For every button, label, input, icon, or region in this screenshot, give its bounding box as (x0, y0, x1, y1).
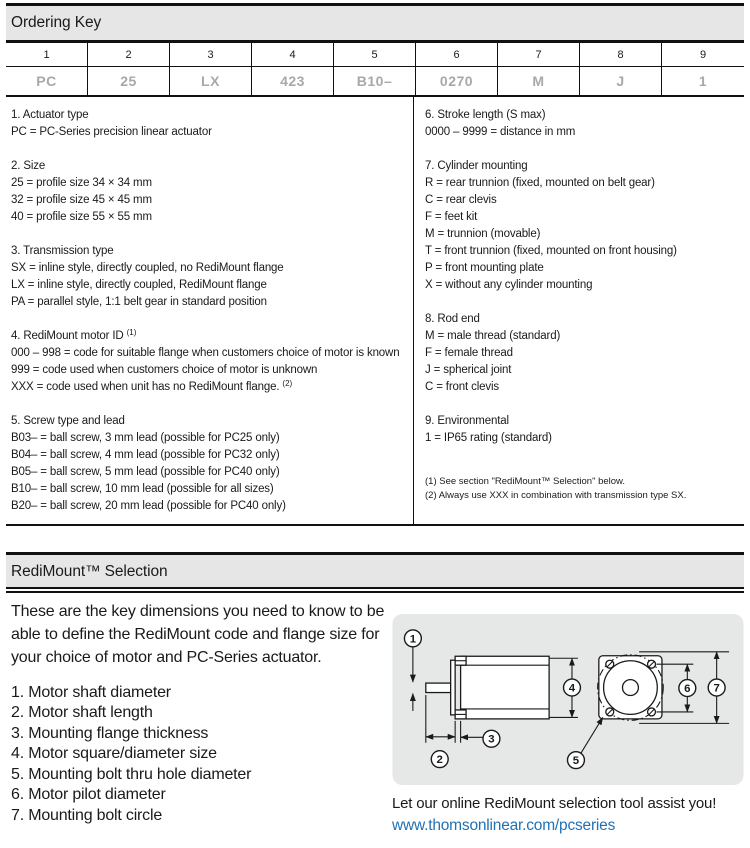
ordering-key-title: Ordering Key (11, 14, 102, 31)
footnote-marker-1: (1) (126, 328, 137, 337)
key-group-transmission-type (11, 243, 411, 311)
ordering-key-code: B10– (334, 67, 416, 95)
dimension-item: 3. Mounting flange thickness (11, 724, 209, 742)
key-line: PC = PC-Series precision linear actuator (11, 126, 212, 138)
ordering-key-position: 3 (170, 43, 252, 67)
key-line: SX = inline style, directly coupled, no RediMount flange (11, 262, 284, 274)
ordering-key-code: 1 (698, 73, 708, 89)
key-group-title-text: 4. RediMount motor ID (11, 330, 124, 342)
key-line: 000 – 998 = code for suitable flange when customers choice of motor is known (11, 347, 400, 359)
ordering-key-code: LX (170, 67, 252, 95)
key-line (11, 379, 411, 396)
dimension-item: 1. Motor shaft diameter (11, 683, 171, 701)
ordering-key-position: 1 (6, 43, 88, 67)
dimension-item: 4. Motor square/diameter size (11, 745, 217, 762)
redimount-intro: These are the key dimensions you need to know to be able to define the RediMount code and flange size for your choice of motor and PC-Series actuator. (11, 602, 385, 666)
ordering-key-table (6, 43, 744, 97)
footnotes (425, 475, 744, 503)
ordering-key-position: 5 (334, 43, 416, 67)
redimount-right-column (392, 600, 744, 835)
key-line: M = trunnion (movable) (425, 228, 541, 240)
key-line: 0000 – 9999 = distance in mm (425, 126, 576, 138)
key-line: B03– = ball screw, 3 mm lead (possible for PC25 only) (11, 432, 280, 444)
key-group-title: 7. Cylinder mounting (425, 160, 528, 172)
key-line: T = front trunnion (fixed, mounted on front housing) (425, 245, 677, 257)
ordering-key-code: 25 (88, 67, 170, 95)
key-group-title: 3. Transmission type (11, 245, 114, 257)
key-group-rod-end (425, 311, 744, 396)
footnote-marker-2: (2) (282, 379, 293, 388)
redimount-header-rule (6, 591, 744, 593)
key-line: 1 = IP65 rating (standard) (425, 432, 552, 444)
motor-diagram-svg (392, 613, 744, 786)
key-group-title: 1. Actuator type (11, 109, 89, 121)
key-line: X = without any cylinder mounting (425, 279, 593, 291)
redimount-left-column (6, 600, 392, 835)
pcseries-link[interactable]: www.thomsonlinear.com/pcseries (392, 816, 616, 834)
key-line: C = rear clevis (425, 194, 497, 206)
ordering-key-position: 8 (580, 43, 662, 67)
key-line: B20– = ball screw, 20 mm lead (possible for PC40 only) (11, 500, 286, 512)
dimension-list (11, 683, 392, 827)
svg-text:5: 5 (572, 754, 580, 767)
motor-dimension-diagram (392, 613, 744, 786)
ordering-key-code: PC (6, 67, 88, 95)
ordering-key-code: 0270 (416, 67, 498, 95)
key-line: F = feet kit (425, 211, 478, 223)
key-line: F = female thread (425, 347, 513, 359)
ordering-key-position: 6 (416, 43, 498, 67)
key-group-title (11, 328, 411, 345)
ordering-key-position: 4 (252, 43, 334, 67)
ordering-key-code: J (580, 67, 662, 95)
key-line-text: XXX = code used when unit has no RediMount flange. (11, 381, 283, 393)
key-line: M = male thread (standard) (425, 330, 561, 342)
svg-text:6: 6 (684, 682, 691, 695)
svg-text:2: 2 (436, 753, 443, 766)
footnote-2: (2) Always use XXX in combination with transmission type SX. (425, 490, 687, 501)
svg-text:7: 7 (713, 682, 720, 695)
key-group-actuator-type (11, 107, 411, 141)
ordering-key-position: 9 (662, 43, 744, 67)
dimension-item: 6. Motor pilot diameter (11, 786, 166, 803)
key-line: 32 = profile size 45 × 45 mm (11, 194, 152, 206)
dimension-item: 5. Mounting bolt thru hole diameter (11, 765, 252, 783)
key-line: J = spherical joint (425, 364, 512, 376)
redimount-section (6, 600, 744, 835)
key-line: B10– = ball screw, 10 mm lead (possible for all sizes) (11, 483, 274, 495)
ordering-key-position: 7 (498, 43, 580, 67)
key-line: C = front clevis (425, 381, 499, 393)
key-group-environmental (425, 413, 744, 447)
key-group-cylinder-mounting (425, 158, 744, 294)
shaft-front (622, 679, 638, 695)
key-group-title: 9. Environmental (425, 415, 509, 427)
key-group-title: 2. Size (11, 160, 46, 172)
key-group-size (11, 158, 411, 226)
redimount-title: RediMount™ Selection (11, 563, 168, 580)
key-line: LX = inline style, directly coupled, RediMount flange (11, 279, 267, 291)
key-line: P = front mounting plate (425, 262, 544, 274)
dimension-item: 7. Mounting bolt circle (11, 806, 163, 824)
key-line: PA = parallel style, 1:1 belt gear in standard position (11, 296, 267, 308)
key-group-redimount-motor-id (11, 328, 411, 396)
svg-text:4: 4 (568, 682, 576, 695)
key-group-title: 5. Screw type and lead (11, 415, 125, 427)
motor-front-view (598, 654, 664, 720)
ordering-key-position: 2 (88, 43, 170, 67)
key-line: B04– = ball screw, 4 mm lead (possible for PC32 only) (11, 449, 280, 461)
ordering-key-descriptions (6, 97, 744, 526)
key-descriptions-right-column (414, 97, 744, 524)
assist-text: Let our online RediMount selection tool assist you! (392, 794, 717, 812)
key-descriptions-left-column (6, 97, 414, 524)
key-group-stroke-length (425, 107, 744, 141)
motor-shaft (426, 683, 451, 692)
dimension-item: 2. Motor shaft length (11, 704, 153, 721)
key-group-screw-type (11, 413, 411, 515)
key-line: R = rear trunnion (fixed, mounted on belt gear) (425, 177, 655, 189)
svg-text:1: 1 (409, 632, 417, 645)
footnote-1: (1) See section "RediMount™ Selection" below. (425, 476, 626, 487)
key-line: B05– = ball screw, 5 mm lead (possible for PC40 only) (11, 466, 280, 478)
ordering-key-code: M (498, 67, 580, 95)
key-line: 25 = profile size 34 × 34 mm (11, 177, 152, 189)
key-group-title: 6. Stroke length (S max) (425, 109, 546, 121)
key-line: 999 = code used when customers choice of motor is unknown (11, 364, 318, 376)
redimount-header-band (6, 552, 744, 589)
ordering-key-header-band (6, 3, 744, 43)
svg-text:3: 3 (488, 733, 495, 746)
mounting-flange (451, 660, 455, 715)
ordering-key-code: 423 (252, 67, 334, 95)
key-line: 40 = profile size 55 × 55 mm (11, 211, 152, 223)
key-group-title: 8. Rod end (425, 313, 480, 325)
